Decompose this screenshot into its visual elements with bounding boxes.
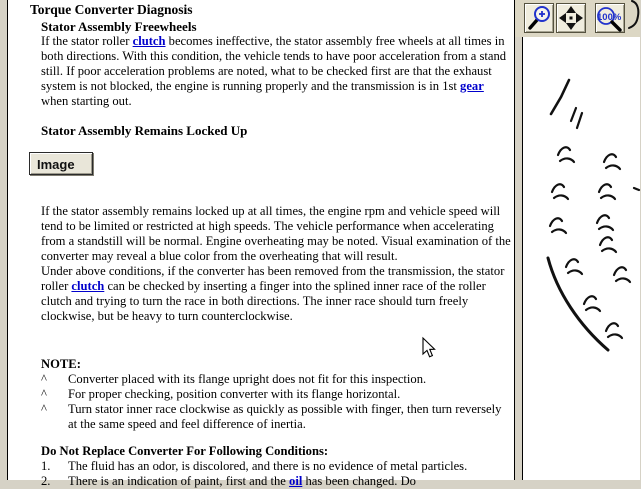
zoom-100-button[interactable] (595, 3, 625, 33)
image-button[interactable]: Image (29, 152, 93, 175)
zoom-100-label: 100% (597, 12, 622, 23)
note-bullet-marker: ^ (41, 387, 47, 401)
clutch-link[interactable]: clutch (132, 34, 166, 48)
condition-text: The fluid has an odor, is discolored, and there is no evidence of metal particles. (68, 459, 468, 473)
paragraph-locked-up-1: If the stator assembly remains locked up at all times, the engine rpm and vehicle speed will tend to be limited or restricted at high speeds. The vehicle performance when accelerating from a standstill will be normal. Engine overheating may be noted. Visual examination of the converter may reveal a blue color from the overheating that will result. (41, 204, 511, 263)
image-viewport[interactable] (522, 37, 640, 480)
zoom-in-button[interactable] (524, 3, 554, 33)
condition-item (41, 474, 511, 489)
heading-freewheels: Stator Assembly Freewheels (41, 19, 197, 34)
note-item (41, 387, 511, 402)
condition-text (68, 474, 416, 489)
paragraph-text: can be checked by inserting a finger into the splined inner race of the roller clutch and trying to turn the race in both directions. The inner race should turn freely clockwise, but be heavy to turn counterclockwise. (41, 279, 486, 323)
paragraph-text: If the stator roller (41, 34, 133, 48)
note-item-text: For proper checking, position converter with its flange horizontal. (68, 387, 401, 401)
document-pane (7, 0, 515, 488)
heading-locked-up: Stator Assembly Remains Locked Up (41, 123, 248, 138)
paragraph-text: becomes ineffective, the stator assembly free wheels at all times in both directions. With this condition, the vehicle tends to have poor acceleration from a stand still. If poor acceleration problems are noted, what to be checked first are that the exhaust system is not blocked, the engine is running properly and the transmission is in 1st (41, 34, 507, 93)
condition-item (41, 459, 511, 474)
locked-up-body (41, 204, 511, 324)
note-bullet-marker: ^ (41, 402, 47, 416)
technical-drawing-sketch (523, 37, 641, 480)
gear-link[interactable]: gear (460, 79, 484, 93)
clutch-link[interactable]: clutch (71, 279, 105, 293)
conditions-heading: Do Not Replace Converter For Following Conditions: (41, 444, 329, 458)
paragraph-text: There is an indication of paint, first and the (68, 474, 290, 488)
paragraph-text: when starting out. (41, 94, 132, 108)
note-item-text: Turn stator inner race clockwise as quickly as possible with finger, then turn reversely at the same speed and feel difference of inertia. (68, 402, 502, 431)
oil-link[interactable]: oil (289, 474, 303, 488)
viewer-toolbar (515, 0, 640, 37)
paragraph-text: has been changed. Do (302, 474, 416, 488)
page-corner-curl (625, 0, 640, 30)
page-title: Torque Converter Diagnosis (30, 2, 193, 17)
condition-number: 2. (41, 474, 51, 488)
condition-number: 1. (41, 459, 51, 473)
paragraph-text: Under above conditions, if the converter has been removed from the transmission, the stator roller (41, 264, 505, 293)
note-bullet-marker: ^ (41, 372, 47, 386)
note-label: NOTE: (41, 357, 81, 371)
note-item (41, 402, 511, 432)
pan-button[interactable] (556, 3, 586, 33)
pan-icon (557, 4, 585, 32)
zoom-in-icon (525, 4, 553, 32)
note-item (41, 372, 511, 387)
paragraph-freewheels (41, 34, 509, 109)
paragraph-locked-up-2 (41, 264, 511, 324)
conditions-section (41, 444, 511, 489)
note-section (41, 357, 511, 432)
note-item-text: Converter placed with its flange upright does not fit for this inspection. (68, 372, 427, 386)
magnifier-100-icon (596, 4, 624, 32)
